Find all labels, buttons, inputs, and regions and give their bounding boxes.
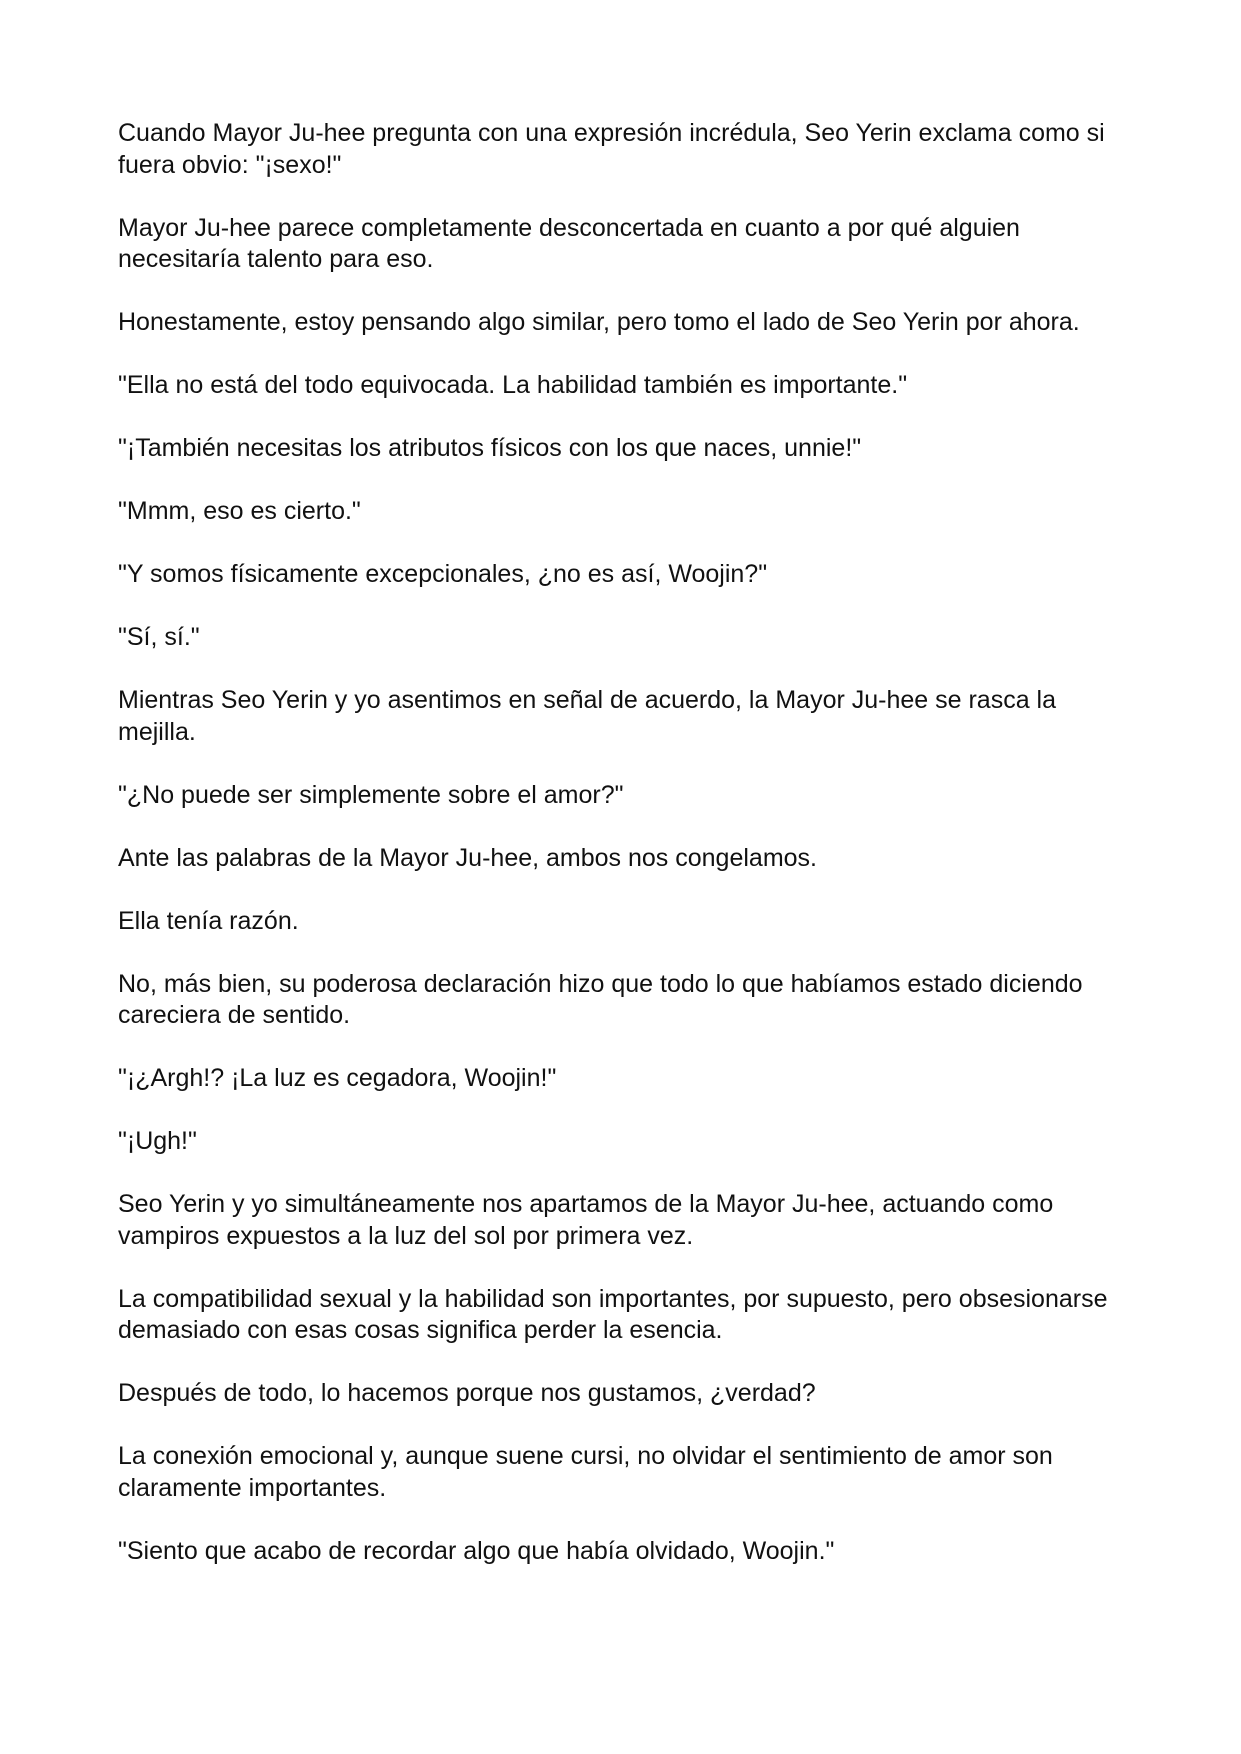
paragraph-3: Honestamente, estoy pensando algo similar, pero tomo el lado de Seo Yerin por ahora. xyxy=(118,308,1080,336)
paragraph-2: Mayor Ju-hee parece completamente desconcertada en cuanto a por qué alguien necesitaría talento para eso. xyxy=(118,213,1020,273)
paragraph-14: "¡¿Argh!? ¡La luz es cegadora, Woojin!" xyxy=(118,1064,557,1092)
paragraph-15: "¡Ugh!" xyxy=(118,1127,197,1155)
paragraph-19: La conexión emocional y, aunque suene cursi, no olvidar el sentimiento de amor son claramente importantes. xyxy=(118,1442,1053,1502)
paragraph-4: "Ella no está del todo equivocada. La habilidad también es importante." xyxy=(118,371,908,399)
paragraph-9: Mientras Seo Yerin y yo asentimos en señal de acuerdo, la Mayor Ju-hee se rasca la mejilla. xyxy=(118,686,1057,746)
paragraph-1: Cuando Mayor Ju-hee pregunta con una expresión incrédula, Seo Yerin exclama como si fuera obvio: "¡sexo!" xyxy=(118,119,1105,179)
paragraph-13: No, más bien, su poderosa declaración hizo que todo lo que habíamos estado diciendo careciera de sentido. xyxy=(118,969,1083,1029)
document-body xyxy=(118,118,1128,1599)
paragraph-6: "Mmm, eso es cierto." xyxy=(118,497,361,525)
paragraph-8: "Sí, sí." xyxy=(118,623,200,651)
paragraph-20: "Siento que acabo de recordar algo que había olvidado, Woojin." xyxy=(118,1536,835,1565)
paragraph-12: Ella tenía razón. xyxy=(118,906,299,935)
paragraph-18: Después de todo, lo hacemos porque nos gustamos, ¿verdad? xyxy=(118,1379,816,1407)
paragraph-5: "¡También necesitas los atributos físicos con los que naces, unnie!" xyxy=(118,434,862,462)
paragraph-11: Ante las palabras de la Mayor Ju-hee, ambos nos congelamos. xyxy=(118,843,817,872)
paragraph-16: Seo Yerin y yo simultáneamente nos apartamos de la Mayor Ju-hee, actuando como vampiros expuestos a la luz del sol por primera vez. xyxy=(118,1190,1054,1250)
paragraph-10: "¿No puede ser simplemente sobre el amor?" xyxy=(118,780,624,809)
paragraph-7: "Y somos físicamente excepcionales, ¿no es así, Woojin?" xyxy=(118,560,768,588)
paragraph-17: La compatibilidad sexual y la habilidad son importantes, por supuesto, pero obsesionarse demasiado con esas cosas significa perder la esencia. xyxy=(118,1284,1108,1344)
